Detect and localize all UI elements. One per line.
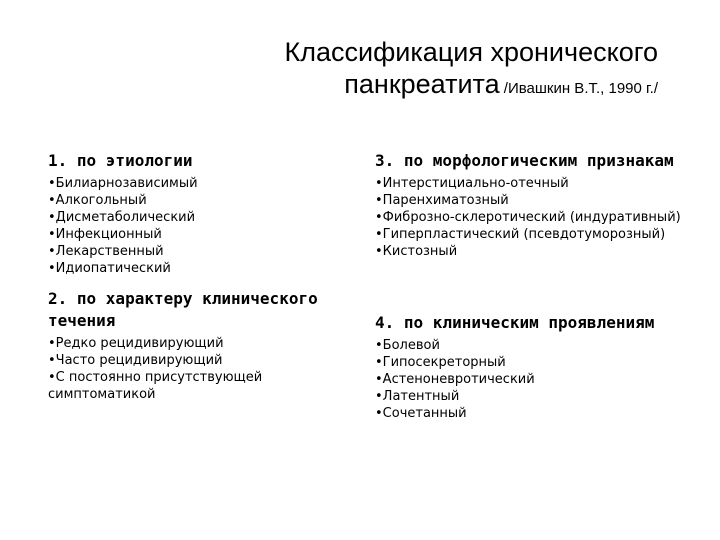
title-line-1: Классификация хронического [284, 37, 658, 67]
list-item: • Редко рецидивирующий [48, 335, 348, 352]
section-clinical-manifestations [375, 312, 695, 422]
list-item: • Гиперпластический (псевдотуморозный) [375, 226, 695, 243]
section-heading: 2. по характеру клинического течения [48, 289, 318, 330]
list-item: • Болевой [375, 337, 695, 354]
title-line-2 [285, 68, 658, 105]
page-title [285, 36, 658, 105]
list-item: • Интерстициально-отечный [375, 175, 695, 192]
section-clinical-course [48, 288, 348, 403]
list-item: • Дисметаболический [48, 209, 348, 226]
list-item: • Астеноневротический [375, 371, 695, 388]
list-item: • Паренхиматозный [375, 192, 695, 209]
section-heading: 3. по морфологическим признакам [375, 151, 674, 170]
item-list [48, 335, 348, 403]
list-item: • Кистозный [375, 243, 695, 260]
list-item: • Лекарственный [48, 243, 348, 260]
list-item: • Фиброзно-склеротический (индуративный) [375, 209, 695, 226]
list-item: • С постоянно присутствующей симптоматикой [48, 369, 348, 403]
section-etiology [48, 150, 348, 277]
list-item: • Латентный [375, 388, 695, 405]
list-item: • Идиопатический [48, 260, 348, 277]
item-list [375, 175, 695, 260]
title-main-word: панкреатита [344, 69, 500, 99]
title-author-citation: /Ивашкин В.Т., 1990 г./ [499, 80, 658, 97]
list-item: • Часто рецидивирующий [48, 352, 348, 369]
section-morphology [375, 150, 695, 260]
item-list [48, 175, 348, 277]
list-item: • Алкогольный [48, 192, 348, 209]
list-item: • Инфекционный [48, 226, 348, 243]
section-heading: 1. по этиологии [48, 151, 193, 170]
list-item: • Билиарнозависимый [48, 175, 348, 192]
item-list [375, 337, 695, 422]
list-item: • Сочетанный [375, 405, 695, 422]
list-item: • Гипосекреторный [375, 354, 695, 371]
section-heading: 4. по клиническим проявлениям [375, 313, 655, 332]
